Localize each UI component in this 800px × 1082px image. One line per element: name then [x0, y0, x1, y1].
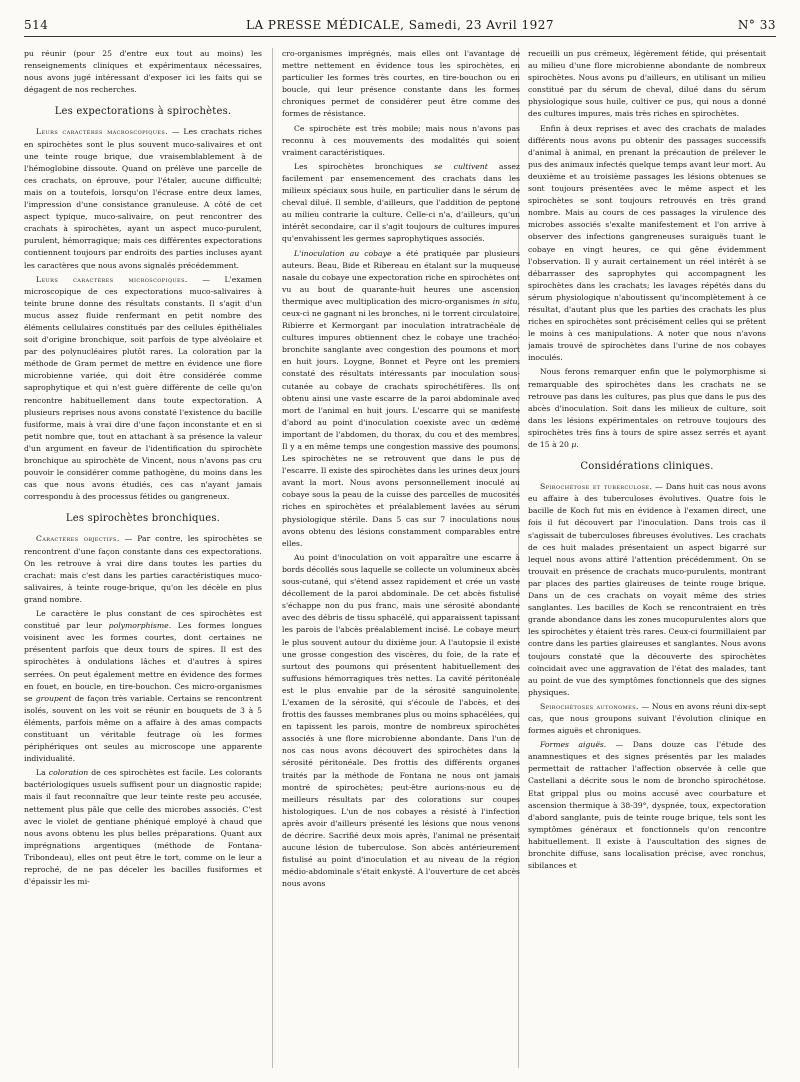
paragraph-culture	[282, 161, 520, 246]
page-number: 514	[24, 18, 49, 32]
emphasis-text: coloration	[48, 768, 89, 778]
run-in-heading: Leurs caractères microscopiques.	[36, 274, 188, 284]
section-heading-cliniques: Considérations cliniques.	[580, 461, 714, 473]
paragraph-continued: cro-organismes imprégnés, mais elles ont l'avantage de mettre nettement en évidence tous les spirochètes, en particulier les formes très courtes, en tire-bouchon ou en boucle, qui leur présence constante dans les formes chroniques permet de considérer peut être comme des formes de résistance.	[282, 49, 520, 119]
paragraph-text: Le caractère le plus constant de ces spirochètes est constitué par leur	[24, 609, 262, 631]
paragraph-text: — Les crachats riches en spirochètes sont le plus souvent muco-salivaires et ont une teinte rouge brique, due vraisemblablement à de l'hémoglobine dissoute. Quand on prélève une parcelle de ces crachats, on éprouve, pour l'étaler, aucune difficulté; mais on a toutefois, lorsqu'on l'écrase entre deux lames, l'impression d'une consistance granuleuse. A côté de cet aspect typique, muco-salivaire, on peut rencontrer des crachats à spirochètes, ayant un aspect muco-purulent, purulent, hémorragique; mais ces différentes expectorations contiennent toujours par endroits des parties incluses ayant les caractères que nous avons signalés précédemment.	[24, 127, 262, 270]
column-2	[282, 48, 520, 1068]
run-in-heading: Caractères objectifs.	[36, 534, 120, 544]
run-in-heading: Spirochétoses autonomes.	[540, 701, 639, 711]
paragraph-polymorphism	[24, 608, 262, 765]
paragraph-mobility: Ce spirochète est très mobile; mais nous n'avons pas reconnu à ces mouvements des modalités qui soient vraiment caractéristiques.	[282, 123, 520, 157]
paragraph-macroscopic	[24, 126, 262, 271]
paragraph-text: Les spirochètes bronchiques	[294, 161, 435, 171]
section-heading-bronchiques: Les spirochètes bronchiques.	[65, 513, 221, 525]
paragraph-text: Nous ferons remarquer enfin que le polymorphisme si remarquable des spirochètes dans les crachats ne se retrouve pas dans les cultures, pas plus que dans le pus des abcès d'inoculation. Soit dans les milieux de culture, soit dans les lésions expérimentales on retrouve toujours des spirochètes très fins à tours de spire assez serrés et ayant de 15 à 20	[528, 367, 766, 449]
column-3	[528, 48, 766, 1068]
section-heading-expectorations: Les expectorations à spirochètes.	[54, 106, 232, 118]
paragraph-text: ceux-ci ne gagnant ni les bronches, ni le torrent circulatoire. Ribierre et Kermorgant par inoculation intratrachéale de cultures impures obtiennent chez le cobaye une trachéo-bronchite sanglante avec congestion des poumons et mort en huit jours. Loygne, Bonnet et Peyre ont les premiers constaté des résultats intéressants par inoculation sous-cutanée au cobaye de crachats spirochétifères. Ils ont obtenu ainsi une vaste escarre de la paroi abdominale avec mort de l'animal en huit jours. L'escarre qui se manifeste d'abord au point d'inoculation coexiste avec un œdème important de l'abdomen, du thorax, du cou et des membres. Il y a en même temps une congestion massive des poumons. Les spirochètes ne se retrouvent que dans le pus de l'escarre. Il existe des spirochètes dans les urines deux jours avant la mort. Nous avons personnellement inoculé au cobaye sous la peau de la cuisse des parcelles de mucosités riches en spirochètes et préalablement lavées au sérum physiologique stérile. Dans 5 cas sur 7 inoculations nous avons obtenu des lésions constamment comparables entre elles.	[282, 308, 520, 548]
emphasis-text: in situ,	[492, 296, 520, 306]
paragraph-autonomes	[528, 701, 766, 737]
paragraph-text: — Dans douze cas l'étude des anamnestiques et des signes présentés par les malades permettait de rattacher l'affection observée à celle que Castellani a décrite sous le nom de broncho spirochétose. Etat grippal plus ou moins accusé avec courbature et ascension thermique à 38-39°, dyspnée, toux, expectoration d'abord sanglante, puis de teinte rouge brique, tels sont les symptômes généraux et fonctionnels qu'on rencontre habituellement. Il existe à l'auscultation des signes de bronchite diffuse, sans localisation précise, avec ronchus, sibilances et	[528, 740, 766, 871]
emphasis-text: µ.	[571, 440, 579, 449]
paragraph-passages: Enfin à deux reprises et avec des crachats de malades différents nous avons pu obtenir des passages successifs d'animal à animal, en prenant la précaution de prélever le pus des animaux infectés quelque temps avant leur mort. Au deuxième et au troisième passages les lésions obtenues se sont toujours présentées avec le même aspect et les spirochètes se sont toujours retrouvés en très grand nombre. Mais au cours de ces passages la virulence des microbes associés s'exalte manifestement et l'on arrive à observer des infections gangreneuses suraiguës tuant le cobaye en vingt heures, ce qui gêne évidemment l'observation. Il y aurait certainement un réel intérêt à se débarrasser des saprophytes qui accompagnent les spirochètes dans les crachats; les lavages répétés dans du sérum physiologique n'aboutissent qu'incomplètement à ce résultat, d'autant plus que les parties des crachats les plus riches en spirochètes sont précisément celles qui se prêtent le moins à ces manipulations. A noter que nous n'avons jamais trouvé de spirochètes dans l'urine de nos cobayes inoculés.	[528, 123, 766, 363]
paragraph-tuberculose	[528, 481, 766, 699]
column-1	[24, 48, 262, 1068]
paragraph-text: Les formes longues voisinent avec les formes courtes, dont certaines ne présentent parfois que deux tours de spires. Il est des spirochètes à ondulations lâches et d'autres à spires serrées. On peut également mettre en évidence des formes en fouet, en boucle, en tire-bouchon. Ces micro-organismes se	[24, 621, 262, 703]
emphasis-text: polymorphisme.	[108, 621, 172, 631]
run-in-heading: Spirochétose et tuberculose.	[540, 482, 653, 492]
paragraph-objective	[24, 533, 262, 606]
column-divider-1	[272, 48, 273, 1068]
paragraph-escarre: Au point d'inoculation on voit apparaître une escarre à bords décollés sous laquelle se collecte un volumineux abcès sous-cutané, qui s'étend assez rapidement et crée un vaste décollement de la paroi abdominale. De cet abcès fistulisé s'échappe non du pus franc, mais une sérosité abondante avec des débris de tissu sphacélé, qui apparaissent tapissant les parois de l'abcès préalablement incisé. Le cobaye meurt le plus souvent autour du dixième jour. A l'autopsie il existe une grosse congestion des viscères, du foie, de la rate et surtout des poumons qui présentent habituellement des suffusions hémorragiques très nettes. La cavité péritonéale est le plus envahie par de la sérosité sanguinolente. L'examen de la sérosité, qui s'écoule de l'abcès, et des frottis des fausses membranes plus ou moins sphacélées, qui en tapissent les parois, montre de nombreux spirochètes associés à une flore microbienne abondante. Dans l'un de nos cas nous avons découvert des spirochètes dans la sérosité péritonéale. Des frottis des différents organes traités par la méthode de Fontana ne nous ont jamais montré de spirochètes; peut-être aurions-nous eu de meilleurs résultats par des colorations sur coupes histologiques. L'un de nos cobayes a résisté à l'infection après avoir d'ailleurs présenté les lésions que nous venons de décrire. Sacrifié deux mois après, l'animal ne présentait aucune lésion de tuberculose. Son abcès antérieurement fistulisé au point d'inoculation et au niveau de la région médio-abdominale s'était enkysté. A l'ouverture de cet abcès nous avons	[282, 552, 520, 889]
paragraph-inoculation	[282, 248, 520, 550]
paragraph-text: a été pratiquée par plusieurs auteurs. Beau, Bide et Ribereau en étalant sur la muqueuse nasale du cobaye une expectoration riche en spirochètes ont vu au bout de quarante-huit heures une ascension thermique avec multiplication des micro-organismes	[282, 248, 520, 306]
paragraph-polymorphism-note	[528, 366, 766, 451]
intro-paragraph: pu réunir (pour 25 d'entre eux tout au moins) les renseignements cliniques et expérimentaux nécessaires, nous avons jugé intéressant d'exposer ici les faits qui se dégagent de nos recherches.	[24, 49, 262, 95]
page-header	[24, 16, 776, 37]
emphasis-text: groupent	[35, 693, 72, 703]
paragraph-text: — L'examen microscopique de ces expectorations muco-salivaires à teinte brune donne des résultats constants. Il s'agit d'un mucus assez fluide renfermant en petit nombre des éléments cellulaires constitués par des cellules épithéliales soit d'origine bronchique, soit parfois de type alvéolaire et par des polynucléaires plutôt rares. La coloration par la méthode de Gram permet de mettre en évidence une flore microbienne variée, qui doit être considérée comme saprophytique et qui n'est guère différente de celle qu'on rencontre habituellement dans toute expectoration. A plusieurs reprises nous avons constaté l'existence du bacille fusiforme, mais à vrai dire d'une façon inconstante et en si petit nombre que, tout en attachant à sa présence la valeur d'un argument en faveur de l'identification du spirochète bronchique au spirochète de Vincent, nous n'avons pas cru pouvoir le considérer comme pathogène, du moins dans les cas que nous avons étudiés, ces cas n'ayant jamais correspondu à des processus fétides ou gangreneux.	[24, 274, 262, 502]
paragraph-microscopic	[24, 274, 262, 504]
paragraph-text: — Dans huit cas nous avons eu affaire à des tuberculoses évolutives. Quatre fois le bacille de Koch fut mis en évidence à l'examen direct, une fois il fut découvert par l'inoculation. Dans trois cas il s'agissait de tuberculoses fibreuses évolutives. Les crachats de ces huit malades présentaient un aspect bigarré sur lequel nous avons attiré l'attention précédemment. On se trouvait en présence de crachats muco-purulents, montrant par places des parties glaireuses de teinte rouge brique. Dans un de ces crachats on voyait même des stries sanglantes. Les bacilles de Koch se rencontraient en très grande abondance dans les zones mucopurulentes alors que les spirochètes y étaient très rares. Ceux-ci fourmillaient par contre dans les parties glaireuses et sanglantes. Nous avons toujours constaté que la découverte des spirochètes coïncidait avec une aggravation de l'état des malades, tant au point de vue des symptômes fonctionnels que des signes physiques.	[528, 482, 766, 697]
run-in-heading: Leurs caractères macroscopiques.	[36, 127, 169, 137]
paragraph-text: — Nous en avons réuni dix-sept cas, que nous groupons suivant l'évolution clinique en formes aiguës et chroniques.	[528, 701, 766, 736]
emphasis-text: L'inoculation au cobaye	[294, 248, 392, 258]
run-in-heading: Formes aiguës.	[540, 740, 607, 750]
paragraph-text: de façon très variable. Certains se rencontrent isolés, souvent on les voit se réunir en bouquets de 3 à 5 éléments, parfois même on a affaire à des amas compacts constituant un véritable feutrage où les formes périphériques ont seules au microscope une apparente individualité.	[24, 693, 262, 764]
paragraph-coloration	[24, 767, 262, 888]
paragraph-text: de ces spirochètes est facile. Les colorants bactériologiques usuels suffisent pour un diagnostic rapide; mais il faut reconnaître que leur teinte reste peu accusée, nettement plus pâle que celle des microbes associés. C'est avec le violet de gentiane phéniqué employé à chaud que nous avons obtenu les plus belles préparations. Quant aux imprégnations argentiques (méthode de Fontana-Tribondeau), elles ont peut être le tort, comme on le leur a reproché, de ne pas déceler les bacilles fusiformes et d'épaissir les mi-	[24, 768, 262, 887]
masthead-title: LA PRESSE MÉDICALE, Samedi, 23 Avril 1927	[245, 18, 555, 32]
paragraph-text: assez facilement par ensemencement des crachats dans les milieux spéciaux sous huile, en particulier dans le sérum de cheval dilué. Il semble, d'ailleurs, que l'addition de peptone au milieu contrarie la culture. Celle-ci n'a, d'ailleurs, qu'un intérêt secondaire, car il s'agit toujours de cultures impures qu'envahissent les germes saprophytiques associés.	[282, 161, 520, 244]
paragraph-text: La	[36, 768, 49, 778]
paragraph-continued: recueilli un pus crémeux, légèrement fétide, qui présentait au milieu d'une flore microbienne abondante de nombreux spirochètes. Nous avons pu d'ailleurs, en utilisant un milieu constitué par du sérum de cheval, dilué dans du sérum physiologique sous huile, cultiver ce pus, qui nous a donné des cultures impures, mais très riches en spirochètes.	[528, 49, 766, 119]
paragraph-text: — Par contre, les spirochètes se rencontrent d'une façon constante dans ces expectorations. On les retrouve à vrai dire dans toutes les parties du crachat: mais c'est dans les parties caractéristiques muco-salivaires, à teinte rouge-brique, qu'on les décèle en plus grand nombre.	[24, 534, 262, 604]
emphasis-text: se cultivent	[434, 161, 488, 171]
issue-number: N° 33	[737, 18, 776, 32]
paragraph-formes-aigues	[528, 739, 766, 872]
